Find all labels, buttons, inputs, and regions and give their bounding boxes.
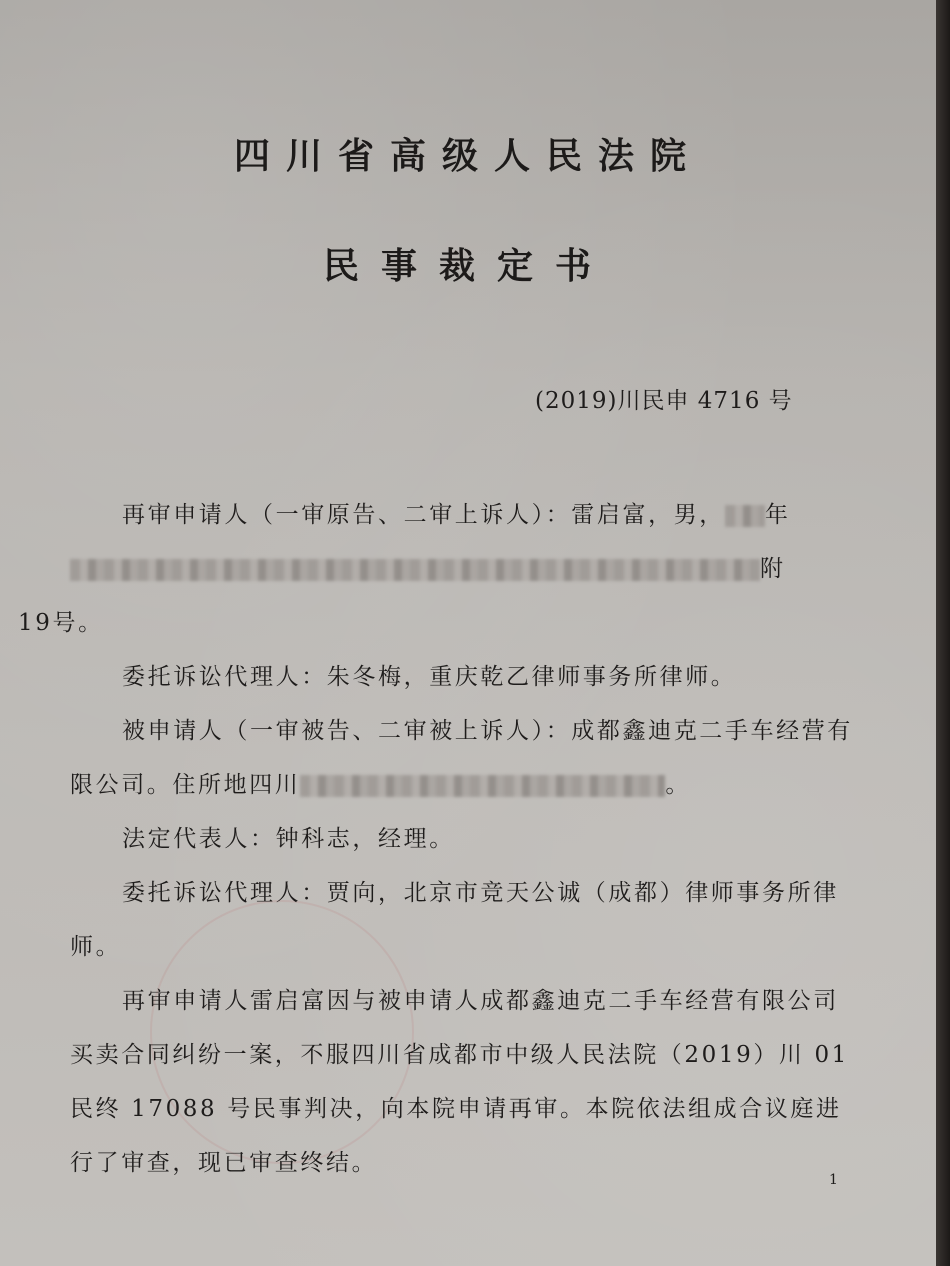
legal-representative-paragraph: 法定代表人：钟科志，经理。	[122, 826, 455, 852]
respondent-agent-paragraph: 委托诉讼代理人：贾向，北京市竞天公诚（成都）律师事务所律师。	[70, 880, 839, 960]
case-number: (2019)川民申 4716 号	[535, 388, 793, 414]
document-body	[18, 488, 860, 1190]
applicant-text: 再审申请人（一审原告、二审上诉人）：雷启富，男，	[122, 502, 725, 528]
applicant-agent-paragraph: 委托诉讼代理人：朱冬梅，重庆乾乙律师事务所律师。	[122, 664, 737, 690]
respondent-text: 被申请人（一审被告、二审被上诉人）：成都鑫迪克二手车经营有限公司。住所地四川	[70, 718, 853, 798]
applicant-year-label: 年	[764, 502, 791, 528]
redacted-personal-info	[70, 559, 760, 581]
applicant-address-fragment: 附	[760, 556, 786, 582]
case-summary-paragraph: 再审申请人雷启富因与被申请人成都鑫迪克二手车经营有限公司买卖合同纠纷一案，不服四川省成都市中级人民法院（2019）川 01 民终 17088 号民事判决，向本院申请再审。本院依法组成合议庭进行了审查，现已审查终结。	[70, 988, 849, 1176]
document-type-heading: 民事裁定书	[322, 245, 613, 287]
applicant-address-end: 19号。	[18, 610, 104, 636]
respondent-text-end: 。	[665, 772, 692, 798]
respondent-paragraph	[70, 704, 860, 812]
background-edge	[936, 0, 950, 1266]
applicant-paragraph	[18, 488, 860, 650]
redacted-birth-year	[725, 505, 765, 527]
court-name-heading: 四川省高级人民法院	[233, 135, 702, 177]
page-number: 1	[829, 1172, 838, 1188]
redacted-address	[300, 775, 665, 797]
